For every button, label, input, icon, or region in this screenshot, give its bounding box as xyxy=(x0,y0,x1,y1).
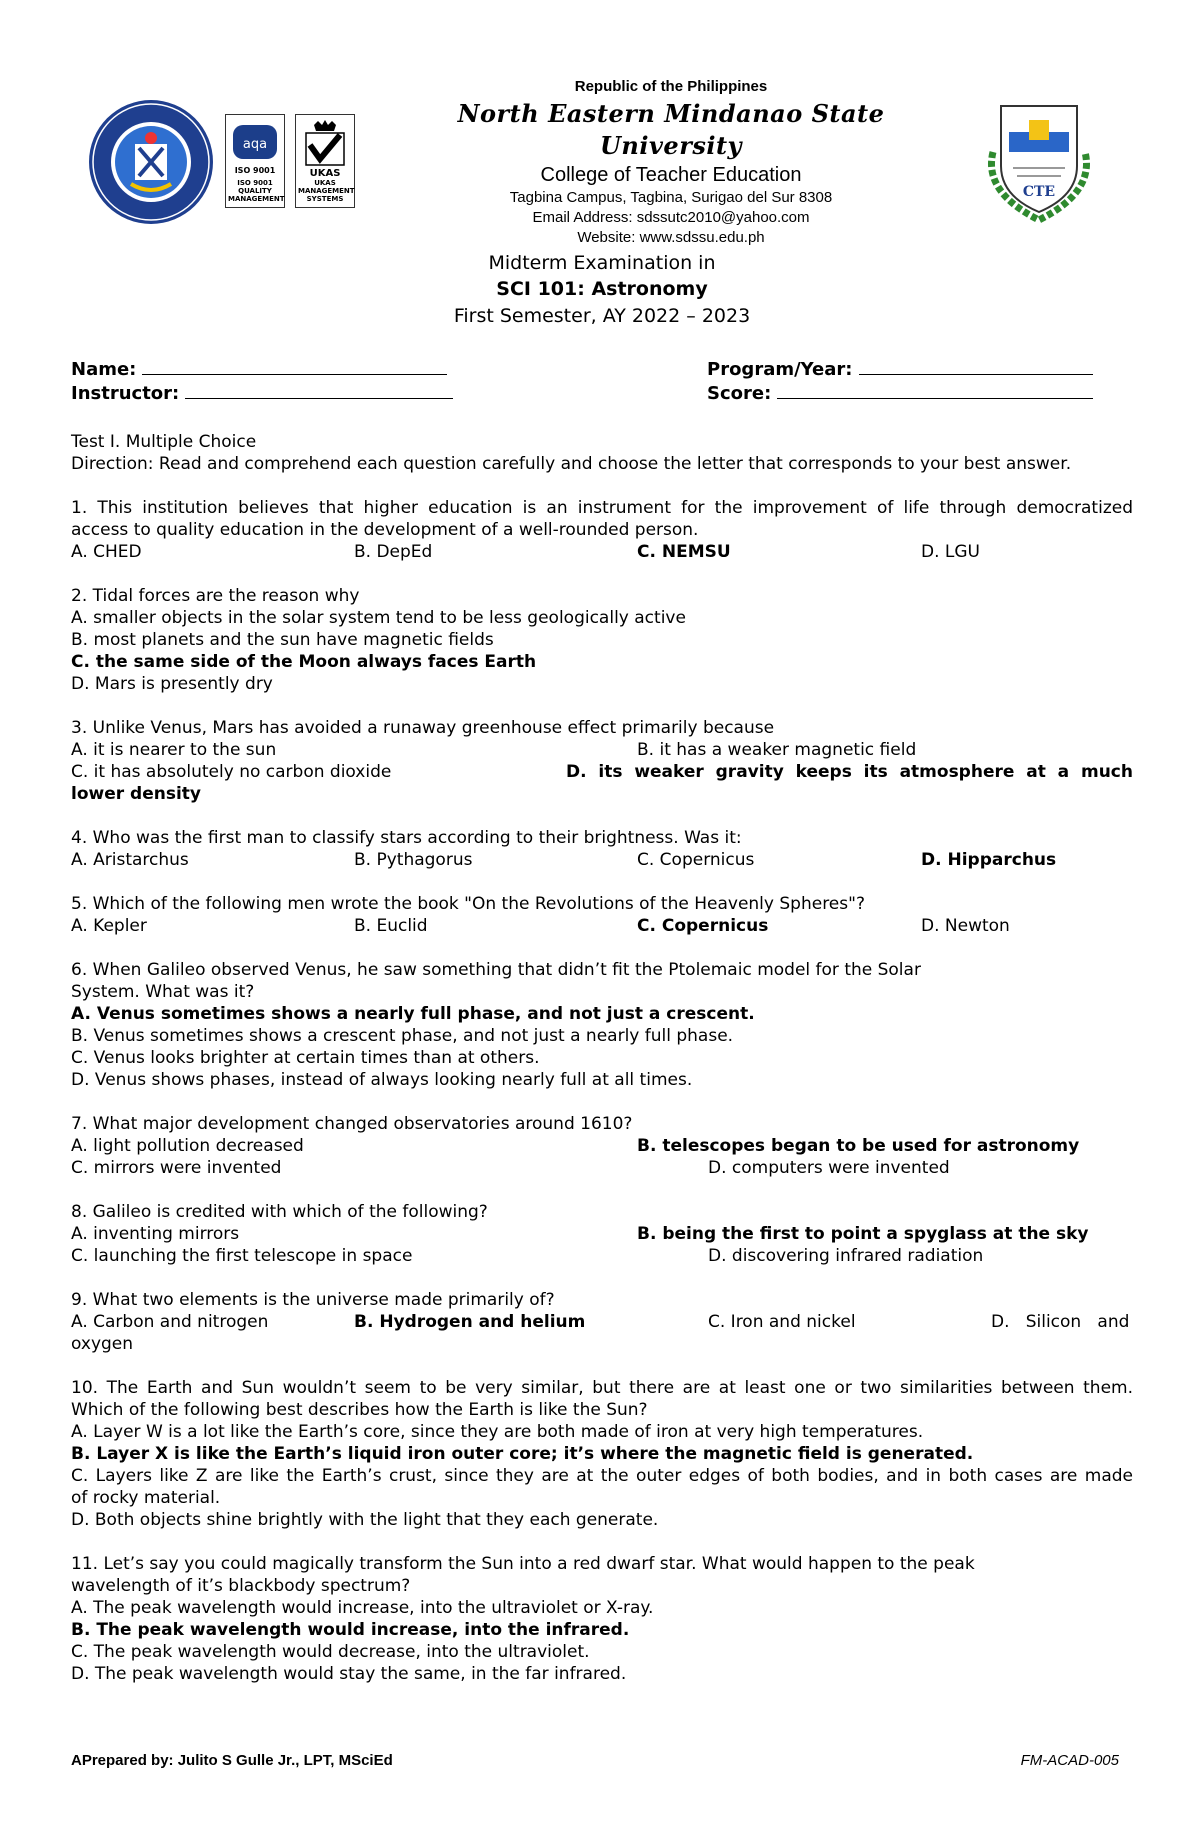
q10-option-a: A. Layer W is a lot like the Earth’s core, since they are both made of iron at very high temperatures. xyxy=(71,1422,924,1442)
q3-option-d-line2: lower density xyxy=(71,784,201,804)
instructor-field[interactable] xyxy=(71,382,453,405)
score-label: Score: xyxy=(707,383,772,404)
cert2-caption: UKAS MANAGEMENT SYSTEMS xyxy=(298,179,355,203)
q10-option-d: D. Both objects shine brightly with the light that they each generate. xyxy=(71,1510,659,1530)
q6-stem-line1: 6. When Galileo observed Venus, he saw something that didn’t fit the Ptolemaic model for the Solar xyxy=(71,960,921,980)
q11-option-b: B. The peak wavelength would increase, into the infrared. xyxy=(71,1620,630,1640)
q6-stem-line2: System. What was it? xyxy=(71,982,255,1002)
q4-option-a: A. Aristarchus xyxy=(71,850,189,870)
q9-option-c: C. Iron and nickel xyxy=(708,1312,856,1332)
republic-line: Republic of the Philippines xyxy=(574,78,768,95)
q5-stem: 5. Which of the following men wrote the book "On the Revolutions of the Heavenly Spheres"? xyxy=(71,894,865,914)
letterhead-text xyxy=(391,76,951,248)
score-field[interactable] xyxy=(707,382,1093,405)
q1-option-d: D. LGU xyxy=(921,542,980,562)
crown-check-icon xyxy=(300,119,350,179)
q9-option-d-line2: oxygen xyxy=(71,1334,134,1354)
q1-stem-line1: 1. This institution believes that higher education is an instrument for the improvement of life through democratized xyxy=(71,498,1133,518)
program-blank[interactable] xyxy=(859,358,1093,375)
q6-option-d: D. Venus shows phases, instead of always looking nearly full at all times. xyxy=(71,1070,693,1090)
q7-stem: 7. What major development changed observatories around 1610? xyxy=(71,1114,633,1134)
q7-option-d: D. computers were invented xyxy=(708,1158,950,1178)
svg-text:CTE: CTE xyxy=(1022,184,1056,200)
name-blank[interactable] xyxy=(142,358,447,375)
cte-shield-icon xyxy=(973,92,1105,224)
q6-option-a: A. Venus sometimes shows a nearly full phase, and not just a crescent. xyxy=(71,1004,755,1024)
q4-option-d: D. Hipparchus xyxy=(921,850,1057,870)
q3-option-b: B. it has a weaker magnetic field xyxy=(637,740,917,760)
q2-stem: 2. Tidal forces are the reason why xyxy=(71,586,360,606)
svg-text:aqa: aqa xyxy=(242,137,268,152)
q1-option-b: B. DepEd xyxy=(354,542,433,562)
name-label: Name: xyxy=(71,359,137,380)
exam-title-line1: Midterm Examination in xyxy=(488,252,716,274)
college-name: College of Teacher Education xyxy=(540,164,802,186)
q3-option-d-line1: D. its weaker gravity keeps its atmosphere at a much xyxy=(566,762,1133,782)
svg-text:ISO 9001: ISO 9001 xyxy=(234,166,276,175)
q11-option-a: A. The peak wavelength would increase, into the ultraviolet or X-ray. xyxy=(71,1598,654,1618)
q11-option-d: D. The peak wavelength would stay the same, in the far infrared. xyxy=(71,1664,627,1684)
q1-option-a: A. CHED xyxy=(71,542,142,562)
q2-option-c: C. the same side of the Moon always faces Earth xyxy=(71,652,537,672)
q10-stem-line2: Which of the following best describes how the Earth is like the Sun? xyxy=(71,1400,648,1420)
q6-option-c: C. Venus looks brighter at certain times than at others. xyxy=(71,1048,540,1068)
email-address: Email Address: sdssutc2010@yahoo.com xyxy=(532,209,810,226)
ukas-certification-badge xyxy=(295,114,355,208)
q5-option-d: D. Newton xyxy=(921,916,1010,936)
q3-option-a: A. it is nearer to the sun xyxy=(71,740,277,760)
q5-option-a: A. Kepler xyxy=(71,916,147,936)
campus-address: Tagbina Campus, Tagbina, Surigao del Sur 8308 xyxy=(509,189,833,206)
prepared-by: APrepared by: Julito S Gulle Jr., LPT, MSciEd xyxy=(71,1752,393,1769)
cert1-caption: ISO 9001 QUALITY MANAGEMENT xyxy=(228,179,285,203)
q10-option-c-line2: of rocky material. xyxy=(71,1488,221,1508)
name-field[interactable] xyxy=(71,358,447,381)
test-title: Test I. Multiple Choice xyxy=(71,432,257,452)
q8-option-b: B. being the first to point a spyglass at the sky xyxy=(637,1224,1089,1244)
exam-page xyxy=(71,0,1133,1835)
q9-option-a: A. Carbon and nitrogen xyxy=(71,1312,269,1332)
website: Website: www.sdssu.edu.ph xyxy=(577,229,765,246)
svg-text:UKAS: UKAS xyxy=(309,168,341,179)
q4-option-c: C. Copernicus xyxy=(637,850,755,870)
q9-stem: 9. What two elements is the universe made primarily of? xyxy=(71,1290,555,1310)
q11-stem-line1: 11. Let’s say you could magically transform the Sun into a red dwarf star. What would happen to the peak xyxy=(71,1554,975,1574)
q2-option-a: A. smaller objects in the solar system tend to be less geologically active xyxy=(71,608,686,628)
q6-option-b: B. Venus sometimes shows a crescent phase, and not just a nearly full phase. xyxy=(71,1026,734,1046)
q9-option-b: B. Hydrogen and helium xyxy=(354,1312,586,1332)
q8-option-d: D. discovering infrared radiation xyxy=(708,1246,984,1266)
university-seal-icon xyxy=(87,98,215,226)
q10-option-b: B. Layer X is like the Earth’s liquid iron outer core; it’s where the magnetic field is generated. xyxy=(71,1444,974,1464)
q5-option-b: B. Euclid xyxy=(354,916,428,936)
q7-option-c: C. mirrors were invented xyxy=(71,1158,282,1178)
q8-option-c: C. launching the first telescope in space xyxy=(71,1246,413,1266)
q1-option-c: C. NEMSU xyxy=(637,542,731,562)
q4-stem: 4. Who was the first man to classify stars according to their brightness. Was it: xyxy=(71,828,742,848)
exam-semester: First Semester, AY 2022 – 2023 xyxy=(453,305,751,327)
exam-course: SCI 101: Astronomy xyxy=(496,278,708,300)
letterhead xyxy=(71,76,1133,246)
iso-certification-badge xyxy=(225,114,285,208)
form-code: FM-ACAD-005 xyxy=(1020,1752,1119,1769)
program-field[interactable] xyxy=(707,358,1093,381)
q11-stem-line2: wavelength of it’s blackbody spectrum? xyxy=(71,1576,411,1596)
q5-option-c: C. Copernicus xyxy=(637,916,769,936)
q7-option-b: B. telescopes began to be used for astronomy xyxy=(637,1136,1080,1156)
q2-option-d: D. Mars is presently dry xyxy=(71,674,273,694)
score-blank[interactable] xyxy=(777,382,1093,399)
program-label: Program/Year: xyxy=(707,359,853,380)
q11-option-c: C. The peak wavelength would decrease, into the ultraviolet. xyxy=(71,1642,590,1662)
q4-option-b: B. Pythagorus xyxy=(354,850,473,870)
university-name: North Eastern Mindanao State University xyxy=(457,99,885,160)
q7-option-a: A. light pollution decreased xyxy=(71,1136,304,1156)
instructor-label: Instructor: xyxy=(71,383,180,404)
q8-option-a: A. inventing mirrors xyxy=(71,1224,240,1244)
q3-stem: 3. Unlike Venus, Mars has avoided a runaway greenhouse effect primarily because xyxy=(71,718,775,738)
q8-stem: 8. Galileo is credited with which of the following? xyxy=(71,1202,488,1222)
q1-stem-line2: access to quality education in the development of a well-rounded person. xyxy=(71,520,699,540)
q3-option-c: C. it has absolutely no carbon dioxide xyxy=(71,762,392,782)
aqa-icon xyxy=(230,119,280,179)
q10-stem-line1: 10. The Earth and Sun wouldn’t seem to be very similar, but there are at least one or two similarities between them. xyxy=(71,1378,1133,1398)
test-direction: Direction: Read and comprehend each question carefully and choose the letter that corresponds to your best answer. xyxy=(71,454,1072,474)
q10-option-c-line1: C. Layers like Z are like the Earth’s crust, since they are at the outer edges of both bodies, and in both cases are made xyxy=(71,1466,1133,1486)
q9-option-d-line1: D. Silicon and xyxy=(991,1312,1130,1332)
q2-option-b: B. most planets and the sun have magnetic fields xyxy=(71,630,494,650)
instructor-blank[interactable] xyxy=(185,382,453,399)
